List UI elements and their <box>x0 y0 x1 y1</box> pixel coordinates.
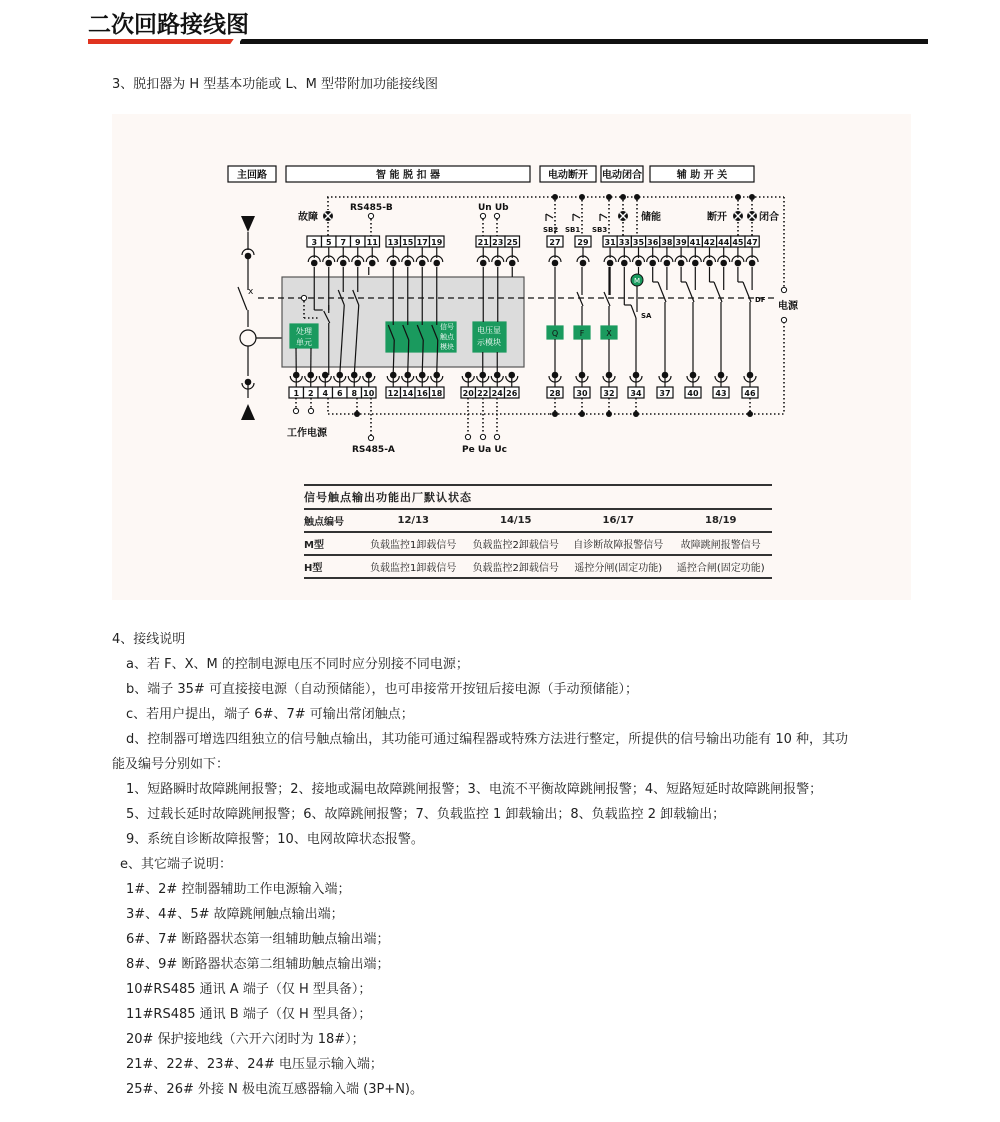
table-header-row <box>304 510 772 531</box>
notes-heading: 4、接线说明 <box>112 632 186 647</box>
note-line: 10#RS485 通讯 A 端子（仅 H 型具备）； <box>126 982 372 997</box>
table-header-cell: 12/13 <box>397 515 429 526</box>
table-row <box>304 556 772 577</box>
plug-pin <box>747 372 754 379</box>
pushbutton-icon <box>546 214 553 218</box>
table-cell: 负载监控1卸载信号 <box>370 563 457 574</box>
junction-dot <box>579 194 585 200</box>
table-rule <box>304 577 772 579</box>
fault-label: 故障 <box>298 212 318 223</box>
top-terminal-label: 19 <box>431 238 443 247</box>
bottom-terminal-label: 10 <box>363 389 375 398</box>
plug-pin <box>720 260 727 267</box>
note-line: 6#、7# 断路器状态第一组辅助触点输出端； <box>126 932 390 947</box>
plug-pin <box>635 260 642 267</box>
note-line: 5、过载长延时故障跳闸报警；6、故障跳闸报警；7、负载监控 1 卸载输出；8、负载监控 2 卸载输出； <box>126 807 726 822</box>
page-title: 二次回路接线图 <box>88 12 249 38</box>
bottom-terminal-label: 6 <box>336 389 343 398</box>
top-terminal-label: 3 <box>311 238 318 247</box>
signal-module-label: 模块 <box>440 343 454 351</box>
plug-pin <box>662 372 669 379</box>
bottom-terminal-label: 43 <box>715 389 727 398</box>
plug-pin <box>690 372 697 379</box>
plug-pin <box>735 260 742 267</box>
coil-label: F <box>579 329 585 338</box>
processing-unit-label: 处理 <box>296 327 312 336</box>
top-terminal-label: 29 <box>577 238 589 247</box>
table-cell: H型 <box>304 563 323 574</box>
title-rule-black <box>240 39 928 44</box>
table-cell: M型 <box>304 540 324 551</box>
table-cell: 负载监控1卸载信号 <box>370 540 457 551</box>
signal-table <box>304 484 772 579</box>
plug-pin <box>552 372 559 379</box>
plug-pin <box>621 260 628 267</box>
terminal-ring-icon <box>480 213 485 218</box>
top-terminal-label: 21 <box>477 238 489 247</box>
note-line: 20# 保护接地线（六开六闭时为 18#）； <box>126 1032 365 1047</box>
terminal-ring-icon <box>368 435 373 440</box>
table-header-cell: 触点编号 <box>304 517 344 528</box>
top-terminal-label: 44 <box>718 238 730 247</box>
plug-pin <box>465 372 472 379</box>
top-terminal-label: 33 <box>618 238 630 247</box>
table-row <box>304 533 772 554</box>
top-terminal-label: 38 <box>661 238 673 247</box>
sb3-label: SB3 <box>592 226 608 234</box>
sb2-label: SB2 <box>543 226 559 234</box>
note-line: 8#、9# 断路器状态第二组辅助触点输出端； <box>126 957 390 972</box>
bottom-terminal-label: 18 <box>431 389 443 398</box>
plug-pin <box>340 260 347 267</box>
power-label: 电源 <box>778 301 798 312</box>
voltage-module-label: 示模块 <box>477 338 501 347</box>
top-terminal-label: 11 <box>366 238 378 247</box>
bottom-terminal-label: 40 <box>687 389 699 398</box>
plug-pin <box>433 260 440 267</box>
coil-label: Q <box>551 329 559 338</box>
junction-dot <box>579 411 585 417</box>
top-terminal-label: 25 <box>506 238 518 247</box>
header-box-label: 电动闭合 <box>602 170 642 181</box>
terminal-ring-icon <box>494 434 499 439</box>
bottom-terminal-label: 26 <box>506 389 518 398</box>
aux-switch-blade <box>686 282 694 302</box>
terminal-ring-icon <box>494 213 499 218</box>
storage-label: 储能 <box>641 212 661 223</box>
note-line: 1、短路瞬时故障跳闸报警；2、接地或漏电故障跳闸报警；3、电流不平衡故障跳闸报警；4、短路短延时故障跳闸报警； <box>126 782 823 797</box>
close-lamp-icon <box>747 211 757 221</box>
bottom-terminal-label: 16 <box>416 389 428 398</box>
rs485-a-label: RS485-A <box>352 445 395 455</box>
bottom-terminal-label: 28 <box>549 389 561 398</box>
header-box-label: 智 能 脱 扣 器 <box>376 170 440 181</box>
bottom-terminal-label: 2 <box>307 389 314 398</box>
note-line: 9、系统自诊断故障报警；10、电网故障状态报警。 <box>126 832 424 847</box>
top-terminal-label: 15 <box>402 238 414 247</box>
top-terminal-label: 45 <box>732 238 744 247</box>
bottom-terminal-label: 1 <box>293 389 300 398</box>
title-rule-red <box>88 39 234 44</box>
table-caption: 信号触点输出功能出厂默认状态 <box>304 491 472 504</box>
top-terminal-label: 9 <box>354 238 361 247</box>
bottom-terminal-label: 22 <box>477 389 489 398</box>
plug-pin <box>419 372 426 379</box>
plug-pin <box>508 372 515 379</box>
coil-label: X <box>606 329 612 338</box>
plug-pin <box>390 260 397 267</box>
bottom-terminal-label: 4 <box>322 389 329 398</box>
current-transformer-icon <box>240 330 256 346</box>
bottom-terminal-label: 8 <box>351 389 358 398</box>
plug-pin <box>749 260 756 267</box>
plug-pin <box>664 260 671 267</box>
plug-pin <box>404 260 411 267</box>
bottom-terminal-label: 14 <box>402 389 414 398</box>
junction-dot <box>552 411 558 417</box>
plug-pin <box>678 260 685 267</box>
bottom-terminal-label: 24 <box>491 389 503 398</box>
bottom-terminal-label: 20 <box>462 389 474 398</box>
plug-pin <box>307 372 314 379</box>
plug-pin <box>322 372 329 379</box>
table-cell: 遥控分闸(固定功能) <box>574 563 663 574</box>
junction-dot <box>552 194 558 200</box>
table-header-cell: 18/19 <box>705 515 737 526</box>
sa-label: SA <box>641 312 652 320</box>
bottom-terminal-label: 30 <box>576 389 588 398</box>
processing-unit-label: 单元 <box>296 338 312 347</box>
bottom-terminal-label: 34 <box>630 389 642 398</box>
pushbutton-icon <box>600 214 607 218</box>
source-arrow-icon <box>241 216 255 232</box>
plug-pin <box>354 260 361 267</box>
plug-pin <box>718 372 725 379</box>
note-line: 1#、2# 控制器辅助工作电源输入端； <box>126 882 351 897</box>
plug-pin <box>494 260 501 267</box>
terminal-ring-icon <box>480 434 485 439</box>
plug-pin <box>433 372 440 379</box>
aux-switch-blade <box>714 282 722 302</box>
close-label: 闭合 <box>759 212 779 223</box>
junction-dot <box>749 194 755 200</box>
note-line: a、若 F、X、M 的控制电源电压不同时应分别接不同电源； <box>126 657 469 672</box>
power-terminal-ring <box>781 287 786 292</box>
top-terminal-label: 36 <box>647 238 659 247</box>
top-terminal-label: 41 <box>689 238 701 247</box>
junction-dot <box>735 194 741 200</box>
un-ub-label: Un Ub <box>478 203 509 213</box>
power-terminal-ring <box>781 317 786 322</box>
plug-pin <box>649 260 656 267</box>
terminal-ring-icon <box>465 434 470 439</box>
bottom-terminal-label: 12 <box>387 389 399 398</box>
plug-pin <box>311 260 318 267</box>
top-terminal-label: 47 <box>746 238 758 247</box>
plug-pin <box>419 260 426 267</box>
open-lamp-icon <box>733 211 743 221</box>
plug-pin <box>633 372 640 379</box>
note-line: 25#、26# 外接 N 极电流互感器输入端 (3P+N)。 <box>126 1082 423 1097</box>
junction-dot <box>633 411 639 417</box>
plug-pin <box>365 372 372 379</box>
header-box-label: 电动断开 <box>548 170 588 181</box>
top-terminal-label: 42 <box>703 238 716 247</box>
table-header-cell: 14/15 <box>500 515 532 526</box>
plug-pin <box>479 372 486 379</box>
table-header-cell: 16/17 <box>602 515 634 526</box>
table-cell: 负载监控2卸载信号 <box>472 563 559 574</box>
motor-label: M <box>633 277 641 285</box>
top-terminal-label: 5 <box>325 238 332 247</box>
bottom-terminal-label: 46 <box>744 389 756 398</box>
plug-pin <box>509 260 516 267</box>
bottom-terminal-label: 37 <box>659 389 671 398</box>
terminal-ring-icon <box>308 408 313 413</box>
note-line: b、端子 35# 可直接接电源（自动预储能），也可串接常开按钮后接电源（手动预储能）； <box>126 682 638 697</box>
plug-pin <box>580 260 587 267</box>
open-label: 断开 <box>707 212 727 223</box>
top-terminal-label: 23 <box>492 238 504 247</box>
junction-dot <box>606 194 612 200</box>
sb1-label: SB1 <box>565 226 581 234</box>
work-power-label: 工作电源 <box>287 428 327 439</box>
top-terminal-label: 39 <box>675 238 687 247</box>
terminal-ring-icon <box>293 408 298 413</box>
table-cell: 遥控合闸(固定功能) <box>676 563 765 574</box>
junction-dot <box>634 194 640 200</box>
note-line: 11#RS485 通讯 B 端子（仅 H 型具备）； <box>126 1007 372 1022</box>
note-line: d、控制器可增选四组独立的信号触点输出，其功能可通过编程器或特殊方法进行整定，所提供的信号输出功能有 10 种，其功 <box>126 732 849 747</box>
signal-module-label: 触点 <box>440 333 454 341</box>
top-terminal-label: 13 <box>387 238 399 247</box>
df-label: DF <box>755 296 766 304</box>
top-terminal-label: 27 <box>549 238 561 247</box>
aux-switch-blade <box>658 282 666 302</box>
plug-pin <box>552 260 559 267</box>
top-terminal-label: 7 <box>340 238 347 247</box>
plug-pin <box>706 260 713 267</box>
storage-lamp-icon <box>618 211 628 221</box>
table-cell: 故障跳闸报警信号 <box>680 540 761 551</box>
header-box-label: 辅 助 开 关 <box>676 170 728 181</box>
header-box-label: 主回路 <box>237 170 267 181</box>
plug-pin <box>606 372 613 379</box>
main-switch-mark: x <box>248 287 254 297</box>
plug-pin <box>692 260 699 267</box>
table-cell: 负载监控2卸载信号 <box>472 540 559 551</box>
plug-pin <box>369 260 376 267</box>
trip-coil-ring <box>301 295 306 300</box>
table-cell: 自诊断故障报警信号 <box>573 540 664 551</box>
rs485-b-label: RS485-B <box>350 203 393 213</box>
plug-pin <box>293 372 300 379</box>
note-line: 21#、22#、23#、24# 电压显示输入端； <box>126 1057 383 1072</box>
voltage-module-label: 电压显 <box>477 326 501 335</box>
junction-dot <box>620 194 626 200</box>
pushbutton-icon <box>573 214 580 218</box>
plug-pin <box>325 260 332 267</box>
note-line: 能及编号分别如下： <box>112 757 230 772</box>
plug-pin <box>579 372 586 379</box>
pe-ua-uc-label: Pe Ua Uc <box>462 445 507 455</box>
top-terminal-label: 35 <box>632 238 645 247</box>
sa-switch-blade <box>631 305 636 318</box>
plug-pin <box>480 260 487 267</box>
aux-switch-blade <box>743 282 751 302</box>
note-line: 3#、4#、5# 故障跳闸触点输出端； <box>126 907 344 922</box>
top-terminal-label: 31 <box>604 238 616 247</box>
plug-pin <box>404 372 411 379</box>
signal-module-label: 信号 <box>440 323 454 331</box>
bottom-terminal-label: 32 <box>603 389 615 398</box>
top-terminal-label: 17 <box>416 238 428 247</box>
note-line: c、若用户提出，端子 6#、7# 可输出常闭触点； <box>126 707 414 722</box>
main-switch-blade <box>238 287 247 310</box>
junction-dot <box>747 411 753 417</box>
section-heading: 3、脱扣器为 H 型基本功能或 L、M 型带附加功能接线图 <box>112 77 439 92</box>
note-line: e、其它端子说明： <box>120 857 232 872</box>
plug-pin <box>494 372 501 379</box>
plug-pin <box>607 260 614 267</box>
plug-pin <box>390 372 397 379</box>
fault-lamp-icon <box>323 211 333 221</box>
junction-dot <box>606 411 612 417</box>
terminal-ring-icon <box>368 213 373 218</box>
load-arrow-icon <box>241 404 255 420</box>
